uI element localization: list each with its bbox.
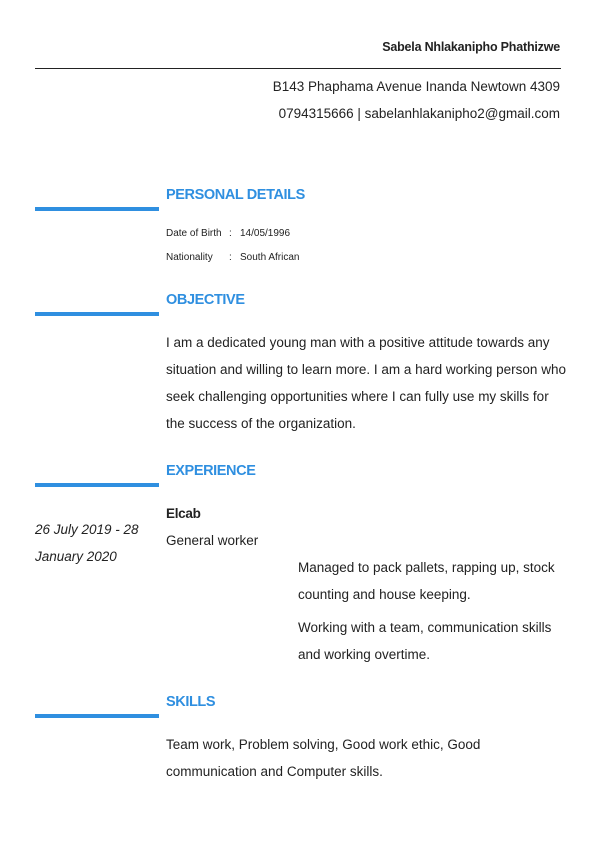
objective-text: I am a dedicated young man with a positive attitude towards any situation and willing to learn more. I am a hard working person who seek challenging opportunities where I can fully use my skills for the success of the organization. (166, 335, 566, 431)
section-bar-objective (35, 312, 159, 316)
nationality-value: South African (240, 252, 300, 263)
dob-separator: : (229, 228, 232, 239)
nationality-label: Nationality (166, 252, 213, 263)
job-duty-1: Managed to pack pallets, rapping up, stock counting and house keeping. (298, 560, 555, 602)
heading-personal-details: PERSONAL DETAILS (166, 187, 305, 203)
address: B143 Phaphama Avenue Inanda Newtown 4309 (272, 79, 560, 94)
heading-objective: OBJECTIVE (166, 292, 245, 308)
heading-experience: EXPERIENCE (166, 463, 256, 479)
job-dates: 26 July 2019 - 28 January 2020 (35, 522, 139, 564)
header-divider (35, 68, 561, 69)
dob-label: Date of Birth (166, 228, 222, 239)
skills-text: Team work, Problem solving, Good work ethic, Good communication and Computer skills. (166, 737, 481, 779)
nationality-separator: : (229, 252, 232, 263)
job-role: General worker (166, 533, 259, 548)
job-duty-2: Working with a team, communication skills and working overtime. (298, 620, 552, 662)
job-company: Elcab (166, 506, 201, 521)
section-bar-experience (35, 483, 159, 487)
candidate-name: Sabela Nhlakanipho Phathizwe (382, 40, 560, 54)
dob-value: 14/05/1996 (240, 228, 291, 239)
section-bar-personal (35, 207, 159, 211)
heading-skills: SKILLS (166, 694, 216, 710)
section-bar-skills (35, 714, 159, 718)
phone-email: 0794315666 | sabelanhlakanipho2@gmail.com (278, 106, 560, 121)
